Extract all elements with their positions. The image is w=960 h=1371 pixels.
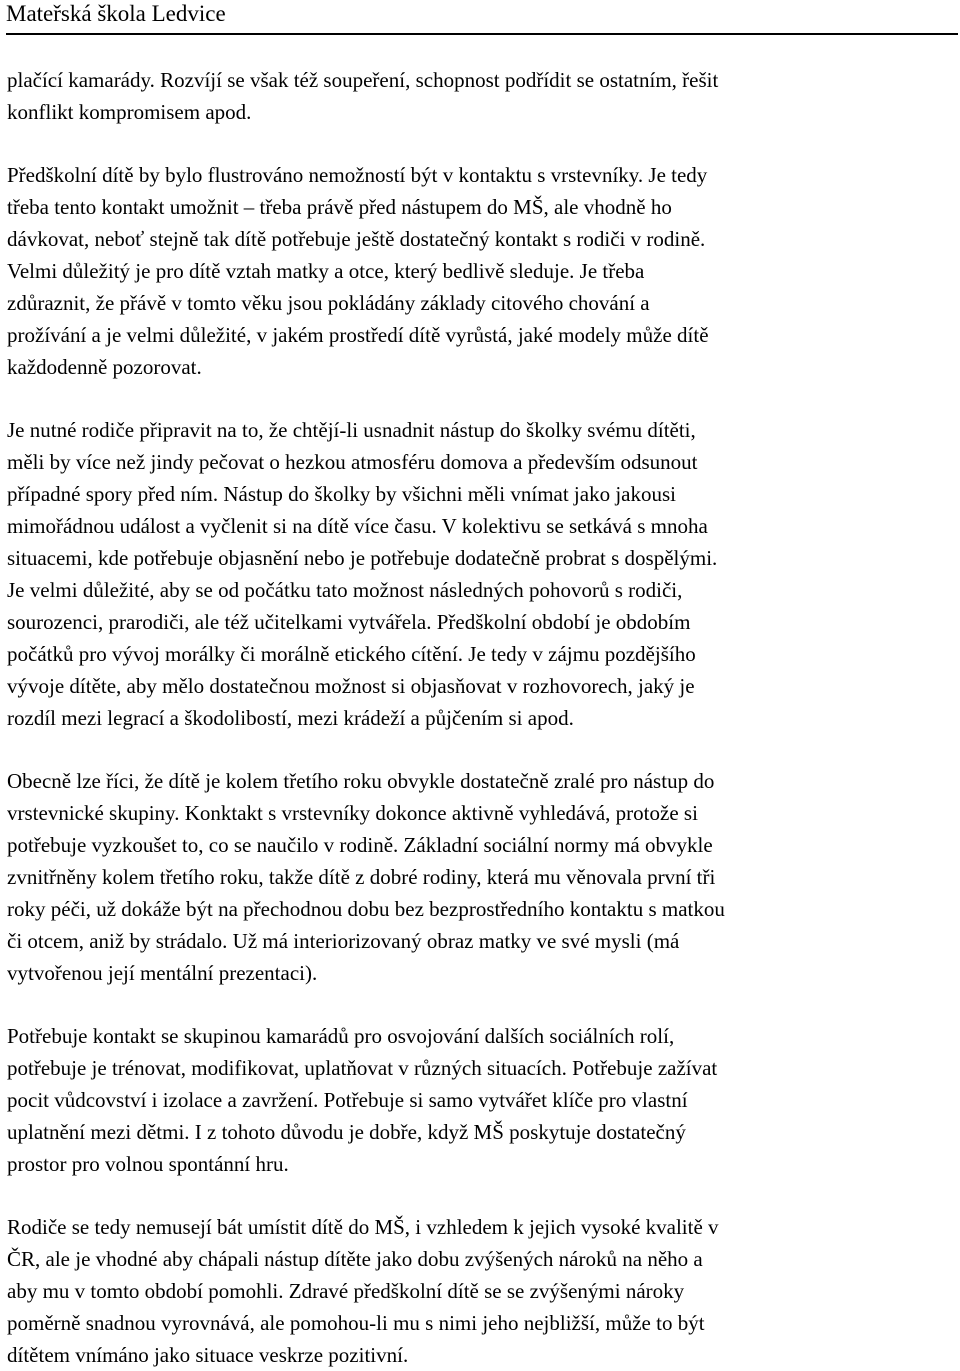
text-line: rozdíl mezi legrací a škodolibostí, mezi krádeží a půjčením si apod. xyxy=(7,706,574,730)
paragraph-gap xyxy=(7,1180,953,1211)
text-line: každodenně pozorovat. xyxy=(7,355,202,379)
paragraph-3 xyxy=(7,414,953,734)
text-line: situacemi, kde potřebuje objasnění nebo je potřebuje dodatečně probrat s dospělými. xyxy=(7,546,718,570)
text-line: prožívání a je velmi důležité, v jakém prostředí dítě vyrůstá, jaké modely může dítě xyxy=(7,323,709,347)
text-line: vytvořenou její mentální prezentaci). xyxy=(7,961,318,985)
text-line: třeba tento kontakt umožnit – třeba právě před nástupem do MŠ, ale vhodně ho xyxy=(7,195,672,219)
text-line: potřebuje vyzkoušet to, co se naučilo v rodině. Základní sociální normy má obvykle xyxy=(7,833,713,857)
text-line: zdůraznit, že přávě v tomto věku jsou pokládány základy citového chování a xyxy=(7,291,650,315)
paragraph-5 xyxy=(7,1020,953,1180)
text-line: Obecně lze říci, že dítě je kolem třetího roku obvykle dostatečně zralé pro nástup do xyxy=(7,769,715,793)
document-body xyxy=(7,64,953,1371)
text-line: vývoje dítěte, aby mělo dostatečnou možnost si objasňovat v rozhovorech, jaký je xyxy=(7,674,695,698)
paragraph-gap xyxy=(7,128,953,159)
text-line: pocit vůdcovství i izolace a zavržení. Potřebuje si samo vytvářet klíče pro vlastní xyxy=(7,1088,688,1112)
text-line: počátků pro vývoj morálky či morálně etického cítění. Je tedy v zájmu pozdějšího xyxy=(7,642,696,666)
paragraph-gap xyxy=(7,989,953,1020)
text-line: uplatnění mezi dětmi. I z tohoto důvodu je dobře, když MŠ poskytuje dostatečný xyxy=(7,1120,686,1144)
paragraph-gap xyxy=(7,383,953,414)
text-line: Velmi důležitý je pro dítě vztah matky a otce, který bedlivě sleduje. Je třeba xyxy=(7,259,645,283)
text-line: sourozenci, prarodiči, ale též učitelkami vytvářela. Předškolní období je obdobím xyxy=(7,610,691,634)
paragraph-1 xyxy=(7,64,953,128)
text-line: aby mu v tomto období pomohli. Zdravé předškolní dítě se se zvýšenými nároky xyxy=(7,1279,685,1303)
text-line: Je velmi důležité, aby se od počátku tato možnost následných pohovorů s rodiči, xyxy=(7,578,683,602)
text-line: Předškolní dítě by bylo flustrováno nemožností být v kontaktu s vrstevníky. Je tedy xyxy=(7,163,708,187)
text-line: potřebuje je trénovat, modifikovat, uplatňovat v různých situacích. Potřebuje zažívat xyxy=(7,1056,718,1080)
paragraph-gap xyxy=(7,734,953,765)
text-line: Rodiče se tedy nemusejí bát umístit dítě do MŠ, i vzhledem k jejich vysoké kvalitě v xyxy=(7,1215,719,1239)
text-line: Je nutné rodiče připravit na to, že chtějí-li usnadnit nástup do školky svému dítěti, xyxy=(7,418,696,442)
page-header xyxy=(6,0,958,35)
document-header-title: Mateřská škola Ledvice xyxy=(6,1,226,26)
text-line: dítětem vnímáno jako situace veskrze pozitivní. xyxy=(7,1343,409,1367)
text-line: měli by více než jindy pečovat o hezkou atmosféru domova a především odsunout xyxy=(7,450,698,474)
text-line: zvnitřněny kolem třetího roku, takže dítě z dobré rodiny, která mu věnovala první tři xyxy=(7,865,716,889)
text-line: dávkovat, neboť stejně tak dítě potřebuje ještě dostatečný kontakt s rodiči v rodině. xyxy=(7,227,706,251)
text-line: plačící kamarády. Rozvíjí se však též soupeření, schopnost podřídit se ostatním, řešit xyxy=(7,68,719,92)
text-line: prostor pro volnou spontánní hru. xyxy=(7,1152,289,1176)
text-line: vrstevnické skupiny. Konktakt s vrstevníky dokonce aktivně vyhledává, protože si xyxy=(7,801,698,825)
paragraph-2 xyxy=(7,159,953,383)
text-line: případné spory před ním. Nástup do školky by všichni měli vnímat jako jakousi xyxy=(7,482,676,506)
text-line: poměrně snadnou vyrovnává, ale pomohou-li mu s nimi jeho nejbližší, může to být xyxy=(7,1311,705,1335)
text-line: konflikt kompromisem apod. xyxy=(7,100,252,124)
paragraph-6 xyxy=(7,1211,953,1371)
text-line: mimořádnou událost a vyčlenit si na dítě více času. V kolektivu se setkává s mnoha xyxy=(7,514,708,538)
text-line: roky péči, už dokáže být na přechodnou dobu bez bezprostředního kontaktu s matkou xyxy=(7,897,725,921)
text-line: ČR, ale je vhodné aby chápali nástup dítěte jako dobu zvýšených nároků na něho a xyxy=(7,1247,703,1271)
text-line: Potřebuje kontakt se skupinou kamarádů pro osvojování dalších sociálních rolí, xyxy=(7,1024,675,1048)
paragraph-4 xyxy=(7,765,953,989)
text-line: či otcem, aniž by strádalo. Už má interiorizovaný obraz matky ve své mysli (má xyxy=(7,929,680,953)
